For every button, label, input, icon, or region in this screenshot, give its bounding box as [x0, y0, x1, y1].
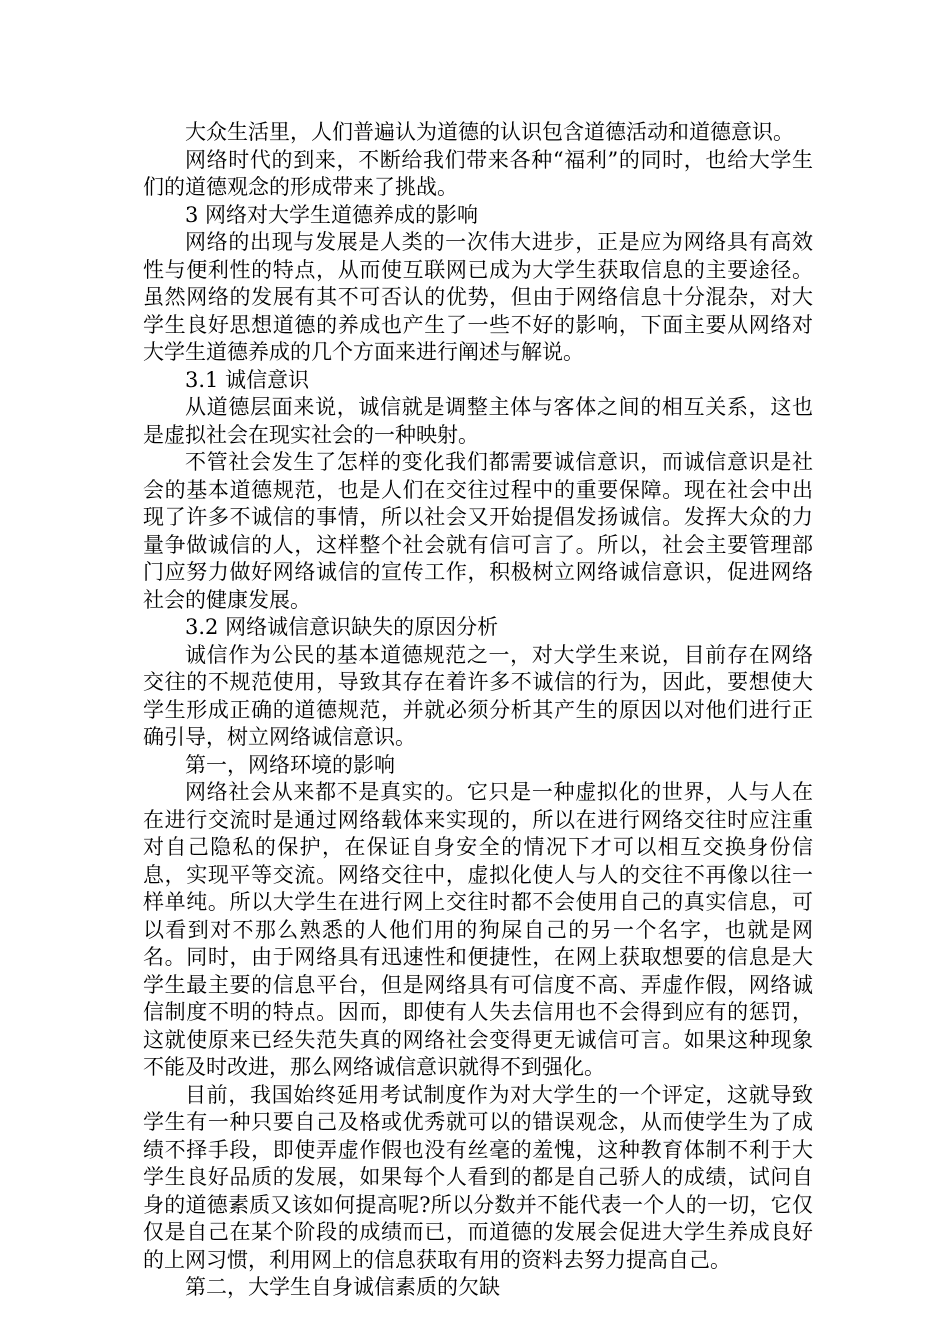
paragraph: 大众生活里，人们普遍认为道德的认识包含道德活动和道德意识。 — [185, 120, 794, 144]
section-heading: 3.2 网络诚信意识缺失的原因分析 — [185, 615, 499, 639]
paragraph: 网络的出现与发展是人类的一次伟大进步，正是应为网络具有高效性与便利性的特点，从而使互联网已成为大学生获取信息的主要途径。虽然网络的发展有其不可否认的优势，但由于网络信息十分混杂，对大学生良好思想道德的养成也产生了一些不好的影响，下面主要从网络对大学生道德养成的几个方面来进行阐述与解说。 — [143, 230, 813, 364]
paragraph: 从道德层面来说，诚信就是调整主体与客体之间的相互关系，这也是虚拟社会在现实社会的一种映射。 — [143, 395, 813, 447]
paragraph: 诚信作为公民的基本道德规范之一，对大学生来说，目前存在网络交往的不规范使用，导致其存在着许多不诚信的行为，因此，要想使大学生形成正确的道德规范，并就必须分析其产生的原因以对他们进行正确引导，树立网络诚信意识。 — [143, 642, 813, 749]
section-heading: 3.1 诚信意识 — [185, 367, 310, 392]
paragraph: 网络社会从来都不是真实的。它只是一种虚拟化的世界，人与人在在进行交流时是通过网络载体来实现的，所以在进行网络交往时应注重对自己隐私的保护，在保证自身安全的情况下才可以相互交换身份信息，实现平等交流。网络交往中，虚拟化使人与人的交往不再像以往一样单纯。所以大学生在进行网上交往时都不会使用自己的真实信息，可以看到对不那么熟悉的人他们用的狗屎自己的另一个名字，也就是网名。同时，由于网络具有迅速性和便捷性，在网上获取想要的信息是大学生最主要的信息平台，但是网络具有可信度不高、弄虚作假，网络诚信制度不明的特点。因而，即使有人失去信用也不会得到应有的惩罚，这就使原来已经失范失真的网络社会变得更无诚信可言。如果这种现象不能及时改进，那么网络诚信意识就得不到强化。 — [143, 780, 813, 1079]
paragraph: 目前，我国始终延用考试制度作为对大学生的一个评定，这就导致学生有一种只要自己及格或优秀就可以的错误观念，从而使学生为了成绩不择手段，即使弄虚作假也没有丝毫的羞愧，这种教育体制不利于大学生良好品质的发展，如果每个人看到的都是自己骄人的成绩，试问自身的道德素质又该如何提高呢?所以分数并不能代表一个人的一切，它仅仅是自己在某个阶段的成绩而已，而道德的发展会促进大学生养成良好的上网习惯，利用网上的信息获取有用的资料去努力提高自己。 — [143, 1082, 813, 1272]
section-heading: 3 网络对大学生道德养成的影响 — [185, 202, 479, 227]
paragraph: 不管社会发生了怎样的变化我们都需要诚信意识，而诚信意识是社会的基本道德规范，也是人们在交往过程中的重要保障。现在社会中出现了许多不诚信的事情，所以社会又开始提倡发扬诚信。发挥大众的力量争做诚信的人，这样整个社会就有信可言了。所以，社会主要管理部门应努力做好网络诚信的宣传工作，积极树立网络诚信意识，促进网络社会的健康发展。 — [143, 450, 813, 612]
section-heading: 第二，大学生自身诚信素质的欠缺 — [185, 1275, 500, 1299]
paragraph: 网络时代的到来，不断给我们带来各种“福利”的同时，也给大学生们的道德观念的形成带来了挑战。 — [143, 147, 813, 199]
section-heading: 第一，网络环境的影响 — [185, 752, 395, 777]
document-page — [143, 119, 813, 1302]
